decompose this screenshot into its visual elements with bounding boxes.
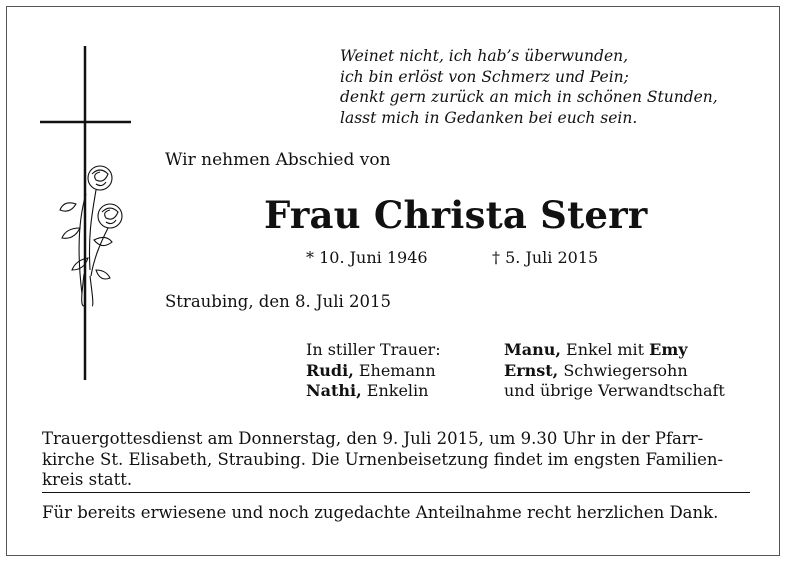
- service-info: [42, 429, 750, 491]
- thanks-text: Für bereits erwiesene und noch zugedachte Anteilnahme recht herzlichen Dank.: [42, 503, 719, 522]
- intro-text: Wir nehmen Abschied von: [165, 150, 391, 170]
- cross-with-roses-icon: [36, 44, 136, 384]
- mourner-line: [306, 361, 441, 382]
- mourner-name: Nathi,: [306, 381, 362, 400]
- poem-line: ich bin erlöst von Schmerz und Pein;: [340, 67, 629, 86]
- place-and-date: Straubing, den 8. Juli 2015: [165, 292, 392, 311]
- mourner-relation: und übrige Verwandtschaft: [504, 381, 725, 400]
- poem-line: denkt gern zurück an mich in schönen Stunden,: [340, 88, 718, 106]
- deceased-name: Frau Christa Sterr: [264, 193, 648, 237]
- mourner-name: Manu,: [504, 340, 561, 359]
- death-date: † 5. Juli 2015: [492, 248, 599, 267]
- mourner-relation: Ehemann: [353, 360, 436, 380]
- service-line: Trauergottesdienst am Donnerstag, den 9. Juli 2015, um 9.30 Uhr in der Pfarr-: [42, 429, 704, 448]
- divider: [42, 492, 750, 493]
- poem-line: lasst mich in Gedanken bei euch sein.: [340, 108, 638, 127]
- mourner-line: [306, 340, 441, 361]
- mourner-line: [504, 340, 725, 361]
- mourner-relation: Enkelin: [361, 381, 429, 400]
- mourner-name: Ernst,: [504, 360, 559, 380]
- poem-line: Weinet nicht, ich hab’s überwunden,: [340, 47, 629, 65]
- mourner-relation: Schwiegersohn: [558, 360, 688, 380]
- birth-date: * 10. Juni 1946: [306, 248, 428, 267]
- mourner-line: [504, 381, 725, 402]
- service-line: kreis statt.: [42, 470, 133, 489]
- mourner-relation: Enkel mit: [560, 340, 650, 359]
- mourners-right: [504, 340, 725, 402]
- mourner-line: [504, 361, 725, 382]
- mourner-name: Emy: [649, 340, 688, 359]
- mourners-left: [306, 340, 441, 402]
- mourner-line: [306, 381, 441, 402]
- mourner-name: Rudi,: [306, 360, 354, 380]
- mourner-relation: In stiller Trauer:: [306, 340, 441, 359]
- service-line: kirche St. Elisabeth, Straubing. Die Urnenbeisetzung findet im engsten Familien-: [42, 449, 724, 469]
- poem: [340, 46, 718, 128]
